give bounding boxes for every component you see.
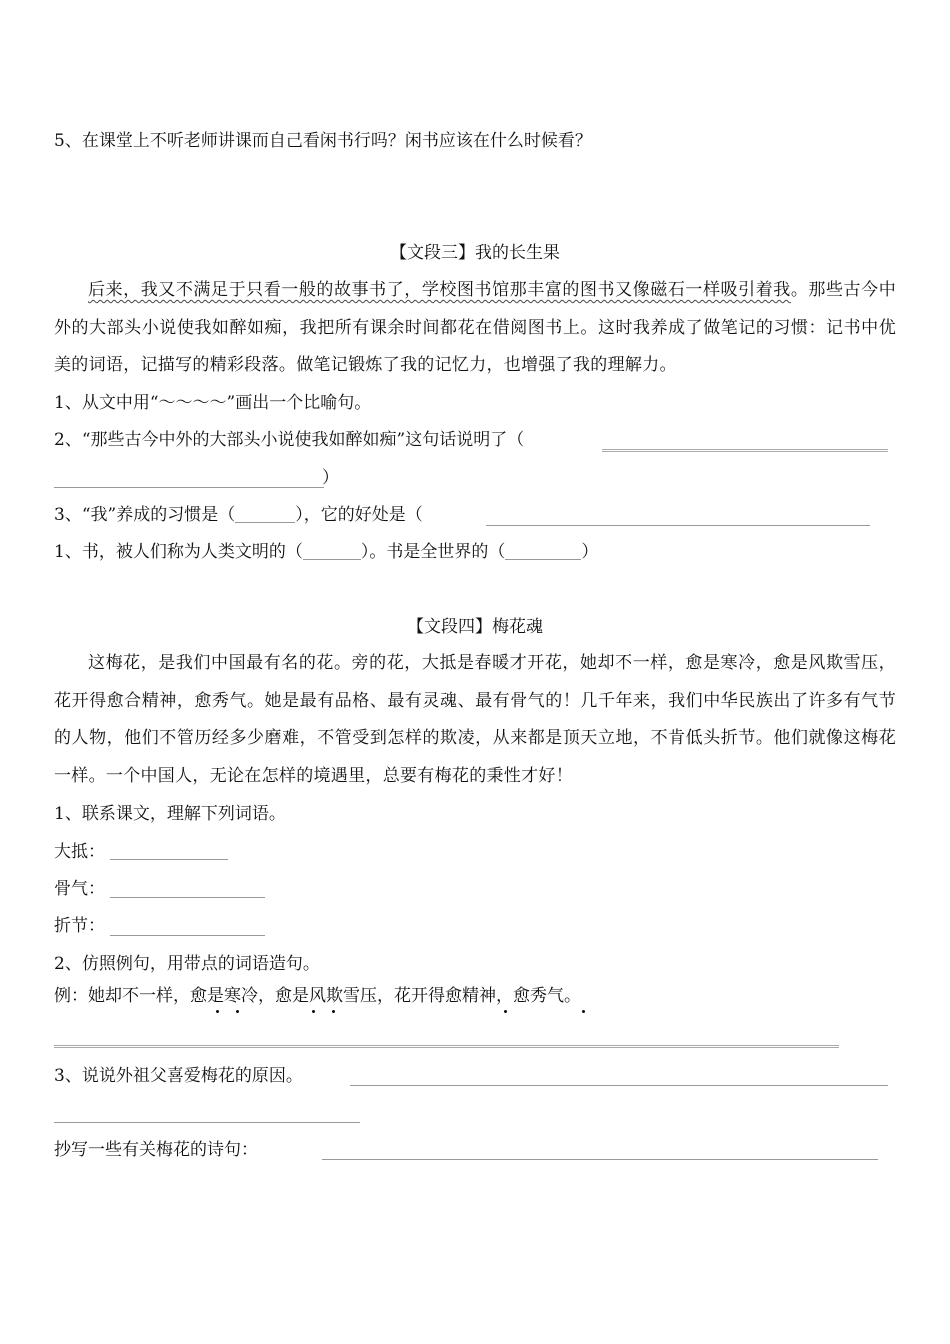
word-zhejie-label: 折节： (54, 916, 105, 936)
section-4-question-3: 3、说说外祖父喜爱梅花的原因。 (54, 1066, 303, 1086)
question-4-part-b: ）。书是全世界的（ (360, 542, 506, 562)
question-4-part-c: ） (581, 542, 599, 562)
section-3-question-4 (54, 540, 598, 564)
emphasis-dot (236, 1010, 239, 1013)
word-guqi-label: 骨气： (54, 879, 105, 899)
example-sentence: 例：她却不一样，愈是寒冷，愈是风欺雪压，花开得愈精神，愈秀气。 (54, 986, 581, 1006)
section-4-paragraph: 这梅花，是我们中国最有名的花。旁的花，大抵是春暖才开花，她却不一样，愈是寒冷，愈是风欺雪压，花开得愈合精神，愈秀气。她是最有品格、最有灵魂、最有骨气的！几千年来，我们中华民族出了许多有气节的人物，他们不管历经多少磨难，不管受到怎样的欺凌，从来都是顶天立地，不肯低头折节。他们就像这梅花一样。一个中国人，无论在怎样的境遇里，总要有梅花的秉性才好！ (54, 653, 896, 786)
emphasis-dot (582, 1010, 585, 1013)
reason-answer-line-continued[interactable] (54, 1122, 360, 1123)
civilization-blank[interactable] (303, 543, 361, 560)
word-zhejie-answer-line[interactable] (110, 935, 265, 936)
emphasis-dot (216, 1010, 219, 1013)
habit-blank[interactable] (235, 506, 295, 523)
reason-answer-line[interactable] (350, 1085, 888, 1086)
world-blank[interactable] (505, 543, 581, 560)
section-3-question-2 (54, 428, 524, 452)
benefit-answer-line[interactable] (486, 525, 870, 526)
section-3-title: 【文段三】我的长生果 (390, 243, 560, 263)
question-3-part-b: ），它的好处是（ (295, 505, 423, 525)
section-4-question-1: 1、联系课文，理解下列词语。 (54, 804, 286, 824)
section-3-question-3 (54, 503, 423, 527)
question-4-part-a: 1、书，被人们称为人类文明的（ (54, 542, 303, 562)
question-2-text: 2、“那些古今中外的大部头小说使我如醉如痴”这句话说明了（ (54, 430, 525, 450)
word-dadi-label: 大抵： (54, 842, 105, 862)
copy-poems-prompt: 抄写一些有关梅花的诗句： (54, 1140, 258, 1160)
emphasis-dot (312, 1010, 315, 1013)
question-5: 5、在课堂上不听老师讲课而自己看闲书行吗？闲书应该在什么时候看？ (54, 131, 592, 151)
word-guqi-answer-line[interactable] (110, 897, 265, 898)
simile-sentence: 后来，我又不满足于只看一般的故事书了，学校图书馆那丰富的图书又像磁石一样吸引着我 (88, 280, 791, 300)
emphasis-dot (504, 1010, 507, 1013)
sentence-answer-line[interactable] (54, 1045, 839, 1048)
section-4-title: 【文段四】梅花魂 (407, 617, 543, 637)
answer-line-q2[interactable] (602, 449, 888, 452)
question-2-close: ） (322, 468, 339, 488)
poem-answer-line[interactable] (322, 1159, 878, 1160)
answer-line-q2-continued[interactable] (54, 487, 324, 488)
section-3-paragraph (54, 272, 896, 385)
question-3-part-a: 3、“我”养成的习惯是（ (54, 505, 236, 525)
word-dadi-answer-line[interactable] (110, 859, 228, 860)
section-3-question-1: 1、从文中用“～～～～”画出一个比喻句。 (54, 393, 372, 413)
section-4-question-2: 2、仿照例句，用带点的词语造句。 (54, 954, 320, 974)
paragraph-rest: 。那些古今中外的大部头小说使我如醉如痴，我把所有课余时间都花在借阅图书上。这时我养成了做笔记的习惯：记书中优美的词语，记描写的精彩段落。做笔记锻炼了我的记忆力，也增强了我的理解力。 (54, 280, 896, 375)
emphasis-dot (332, 1010, 335, 1013)
